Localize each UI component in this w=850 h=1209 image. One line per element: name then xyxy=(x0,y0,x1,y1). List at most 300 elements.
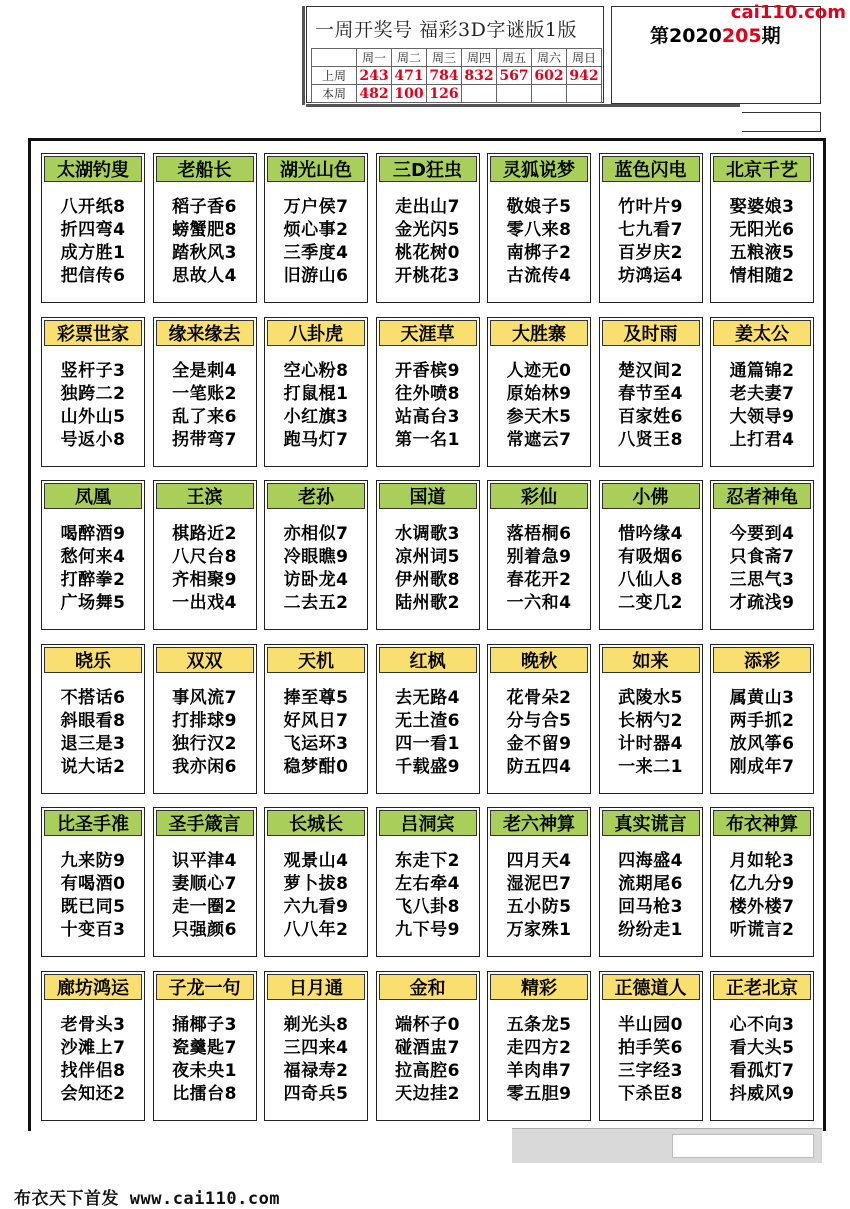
card-author-name: 吕洞宾 xyxy=(379,810,477,836)
weekday-label: 周六 xyxy=(532,49,567,67)
riddle-card xyxy=(599,480,703,630)
card-riddle-list xyxy=(600,196,702,288)
footer-credit xyxy=(14,1184,280,1209)
card-riddle-list xyxy=(265,1014,367,1106)
riddle-line: 四一看1 xyxy=(395,733,460,754)
riddle-line: 既已同5 xyxy=(60,897,126,917)
card-author-name: 蓝色闪电 xyxy=(602,156,700,182)
riddle-line: 分与合5 xyxy=(506,710,572,731)
riddle-line: 三思气3 xyxy=(729,570,795,590)
riddle-card xyxy=(41,807,145,957)
riddle-line: 识平津4 xyxy=(172,851,237,871)
card-author-name: 金和 xyxy=(379,974,477,1000)
card-author-name: 圣手箴言 xyxy=(156,810,254,836)
riddle-line: 喝醉酒9 xyxy=(60,524,126,544)
riddle-card xyxy=(710,971,814,1121)
riddle-card xyxy=(153,644,257,794)
card-author-name: 比圣手准 xyxy=(44,810,142,836)
riddle-line: 伊州歌8 xyxy=(395,570,460,590)
riddle-line: 大领导9 xyxy=(729,406,795,427)
riddle-line: 剃光头8 xyxy=(283,1014,349,1035)
card-riddle-list xyxy=(265,360,367,452)
card-riddle-list xyxy=(711,687,813,779)
riddle-line: 把信传6 xyxy=(60,266,126,286)
riddle-line: 二去五2 xyxy=(283,593,349,613)
riddle-line: 打鼠棍1 xyxy=(283,383,349,404)
card-riddle-list xyxy=(600,523,702,615)
card-author-name: 日月通 xyxy=(267,974,365,1000)
weekday-label: 周一 xyxy=(357,49,392,67)
riddle-line: 一来二1 xyxy=(618,756,683,777)
riddle-card xyxy=(41,480,145,630)
card-riddle-list xyxy=(42,850,144,942)
riddle-line: 娶婆娘3 xyxy=(729,197,795,217)
card-riddle-list xyxy=(377,687,479,779)
riddle-line: 三季度4 xyxy=(283,243,349,263)
card-author-name: 缘来缘去 xyxy=(156,320,254,346)
card-author-name: 灵狐说梦 xyxy=(490,156,588,182)
header-shadow-left xyxy=(302,6,305,105)
footer-url[interactable]: www.cai110.com xyxy=(129,1189,281,1209)
weekday-header-row xyxy=(312,49,602,67)
riddle-card xyxy=(710,317,814,467)
riddle-line: 退三是3 xyxy=(60,733,126,754)
riddle-line: 四月天4 xyxy=(506,851,572,871)
riddle-line: 打排球9 xyxy=(172,710,237,731)
riddle-line: 比擂台8 xyxy=(172,1083,237,1104)
card-author-name: 天机 xyxy=(267,647,365,673)
riddle-line: 凉州词5 xyxy=(395,547,460,567)
riddle-line: 上打君4 xyxy=(729,429,795,450)
card-riddle-list xyxy=(488,523,590,615)
riddle-line: 水调歌3 xyxy=(395,524,460,544)
card-riddle-list xyxy=(154,523,256,615)
card-author-name: 晚秋 xyxy=(490,647,588,673)
riddle-line: 好风日7 xyxy=(283,710,349,731)
riddle-line: 萝卜拔8 xyxy=(283,874,349,894)
riddle-line: 九下号9 xyxy=(395,920,460,940)
card-author-name: 凤凰 xyxy=(44,483,142,509)
card-riddle-list xyxy=(488,687,590,779)
riddle-card xyxy=(264,153,368,303)
card-riddle-list xyxy=(154,687,256,779)
card-author-name: 真实谎言 xyxy=(602,810,700,836)
riddle-line: 看孤灯7 xyxy=(729,1060,795,1081)
riddle-line: 斜眼看8 xyxy=(60,710,126,731)
card-author-name: 老孙 xyxy=(267,483,365,509)
corner-cell xyxy=(312,49,357,67)
riddle-line: 广场舞5 xyxy=(60,593,126,613)
riddle-line: 捅椰子3 xyxy=(172,1014,237,1035)
riddle-line: 七九看7 xyxy=(618,220,683,240)
riddle-line: 一笔账2 xyxy=(172,383,237,404)
riddle-line: 亿九分9 xyxy=(729,874,795,894)
riddle-line: 百家姓6 xyxy=(618,406,683,427)
riddle-line: 竖杆子3 xyxy=(60,360,126,381)
riddle-card xyxy=(376,807,480,957)
riddle-line: 四奇兵5 xyxy=(283,1083,349,1104)
riddle-line: 冷眼瞧9 xyxy=(283,547,349,567)
riddle-line: 湿泥巴7 xyxy=(506,874,572,894)
riddle-card xyxy=(487,480,591,630)
riddle-line: 愁何来4 xyxy=(60,547,126,567)
riddle-line: 旧游山6 xyxy=(283,266,349,286)
riddle-line: 无土渣6 xyxy=(395,710,460,731)
riddle-line: 成方胜1 xyxy=(60,243,126,263)
card-riddle-list xyxy=(600,687,702,779)
footer-slogan: 布衣天下首发 xyxy=(14,1189,119,1209)
riddle-card xyxy=(599,317,703,467)
riddle-line: 打醉拳2 xyxy=(60,570,126,590)
riddle-line: 十变百3 xyxy=(60,920,126,940)
riddle-line: 一六和4 xyxy=(506,593,572,613)
draw-number xyxy=(532,85,567,103)
card-author-name: 添彩 xyxy=(713,647,811,673)
card-author-name: 红枫 xyxy=(379,647,477,673)
riddle-line: 八开纸8 xyxy=(60,197,126,217)
card-riddle-list xyxy=(42,687,144,779)
card-author-name: 长城长 xyxy=(267,810,365,836)
header-shadow xyxy=(306,104,740,107)
card-author-name: 及时雨 xyxy=(602,320,700,346)
riddle-line: 走出山7 xyxy=(395,197,460,217)
card-riddle-list xyxy=(600,1014,702,1106)
weekly-draw-box xyxy=(306,6,604,103)
card-author-name: 廊坊鸿运 xyxy=(44,974,142,1000)
riddle-line: 访卧龙4 xyxy=(283,570,349,590)
card-author-name: 大胜寨 xyxy=(490,320,588,346)
riddle-line: 有吸烟6 xyxy=(618,547,683,567)
riddle-line: 东走下2 xyxy=(395,851,460,871)
weekday-label: 周四 xyxy=(462,49,497,67)
riddle-line: 螃蟹肥8 xyxy=(172,220,237,240)
draw-number: 567 xyxy=(497,67,532,85)
riddle-line: 防五四4 xyxy=(506,756,572,777)
riddle-line: 坊鸿运4 xyxy=(618,266,683,286)
riddle-line: 回马枪3 xyxy=(618,897,683,917)
riddle-line: 四海盛4 xyxy=(618,851,683,871)
card-riddle-list xyxy=(42,360,144,452)
riddle-line: 五粮液5 xyxy=(729,243,795,263)
card-author-name: 老船长 xyxy=(156,156,254,182)
riddle-line: 金光闪5 xyxy=(395,220,460,240)
draw-number: 482 xyxy=(357,85,392,103)
card-riddle-list xyxy=(711,850,813,942)
draw-number xyxy=(462,85,497,103)
riddle-line: 小红旗3 xyxy=(283,406,349,427)
card-riddle-list xyxy=(711,1014,813,1106)
riddle-line: 惜吟缘4 xyxy=(618,524,683,544)
riddle-line: 亦相似7 xyxy=(283,524,349,544)
riddle-line: 别着急9 xyxy=(506,547,572,567)
riddle-line: 人迹无0 xyxy=(506,360,572,381)
riddle-line: 二变几2 xyxy=(618,593,683,613)
riddle-line: 抖威风9 xyxy=(729,1083,795,1104)
card-author-name: 精彩 xyxy=(490,974,588,1000)
riddle-line: 空心粉8 xyxy=(283,360,349,381)
riddle-line: 一出戏4 xyxy=(172,593,237,613)
riddle-line: 乱了来6 xyxy=(172,406,237,427)
riddle-line: 全是刺4 xyxy=(172,360,237,381)
riddle-line: 八八年2 xyxy=(283,920,349,940)
riddle-line: 往外喷8 xyxy=(395,383,460,404)
card-riddle-list xyxy=(377,1014,479,1106)
card-riddle-list xyxy=(265,196,367,288)
riddle-line: 放风筝6 xyxy=(729,733,795,754)
draw-number: 126 xyxy=(427,85,462,103)
card-riddle-list xyxy=(488,196,590,288)
riddle-line: 参天木5 xyxy=(506,406,572,427)
card-author-name: 王滨 xyxy=(156,483,254,509)
riddle-line: 南梆子2 xyxy=(506,243,572,263)
riddle-line: 千载盛9 xyxy=(395,756,460,777)
riddle-line: 楚汉间2 xyxy=(618,360,683,381)
riddle-line: 八仙人8 xyxy=(618,570,683,590)
riddle-line: 说大话2 xyxy=(60,756,126,777)
riddle-card xyxy=(710,153,814,303)
weekday-label: 周三 xyxy=(427,49,462,67)
riddle-card xyxy=(153,480,257,630)
riddle-line: 只食斋7 xyxy=(729,547,795,567)
riddle-line: 听谎言2 xyxy=(729,920,795,940)
riddle-line: 花骨朵2 xyxy=(506,687,572,708)
riddle-card xyxy=(264,971,368,1121)
card-author-name: 布衣神算 xyxy=(713,810,811,836)
riddle-card xyxy=(599,971,703,1121)
riddle-line: 天边挂2 xyxy=(395,1083,460,1104)
riddle-line: 零八来8 xyxy=(506,220,572,240)
card-riddle-list xyxy=(711,360,813,452)
card-riddle-list xyxy=(488,360,590,452)
riddle-line: 找伴侣8 xyxy=(60,1060,126,1081)
row-label: 本周 xyxy=(312,85,357,103)
draw-number xyxy=(497,85,532,103)
riddle-line: 属黄山3 xyxy=(729,687,795,708)
weekly-draw-title: 一周开奖号 福彩3D字谜版1版 xyxy=(315,19,577,41)
card-riddle-list xyxy=(377,196,479,288)
card-author-name: 北京千艺 xyxy=(713,156,811,182)
draw-number: 942 xyxy=(567,67,602,85)
card-riddle-list xyxy=(488,1014,590,1106)
riddle-line: 八贤王8 xyxy=(618,429,683,450)
riddle-line: 稻子香6 xyxy=(172,197,237,217)
draw-number xyxy=(567,85,602,103)
weekday-label: 周二 xyxy=(392,49,427,67)
riddle-card xyxy=(710,644,814,794)
riddle-line: 九来防9 xyxy=(60,851,126,871)
riddle-line: 开香槟9 xyxy=(395,360,460,381)
riddle-card xyxy=(376,971,480,1121)
riddle-line: 独行汉2 xyxy=(172,733,237,754)
riddle-line: 第一名1 xyxy=(395,429,460,450)
riddle-card xyxy=(599,807,703,957)
riddle-line: 竹叶片9 xyxy=(618,197,683,217)
card-riddle-list xyxy=(600,360,702,452)
riddle-card xyxy=(376,644,480,794)
riddle-card xyxy=(264,480,368,630)
riddle-line: 流期尾6 xyxy=(618,874,683,894)
riddle-line: 长柄勺2 xyxy=(618,710,683,731)
riddle-line: 端杯子0 xyxy=(395,1014,460,1035)
riddle-line: 夜未央1 xyxy=(172,1060,237,1081)
draw-number: 471 xyxy=(392,67,427,85)
riddle-card xyxy=(376,480,480,630)
riddle-card xyxy=(41,644,145,794)
card-author-name: 太湖钓叟 xyxy=(44,156,142,182)
riddle-line: 常遮云7 xyxy=(506,429,572,450)
riddle-line: 拐带弯7 xyxy=(172,429,237,450)
riddle-line: 心不向3 xyxy=(729,1014,795,1035)
riddle-line: 敬娘子5 xyxy=(506,197,572,217)
riddle-line: 走一圈2 xyxy=(172,897,237,917)
riddle-line: 武陵水5 xyxy=(618,687,683,708)
card-author-name: 双双 xyxy=(156,647,254,673)
card-author-name: 天涯草 xyxy=(379,320,477,346)
riddle-line: 八尺台8 xyxy=(172,547,237,567)
card-riddle-list xyxy=(600,850,702,942)
riddle-line: 三四来4 xyxy=(283,1037,349,1058)
riddle-line: 妻顺心7 xyxy=(172,874,237,894)
riddle-line: 半山园0 xyxy=(618,1014,683,1035)
draw-number: 100 xyxy=(392,85,427,103)
card-riddle-list xyxy=(711,523,813,615)
riddle-line: 月如轮3 xyxy=(729,851,795,871)
card-riddle-list xyxy=(377,360,479,452)
riddle-card xyxy=(487,153,591,303)
riddle-line: 站高台3 xyxy=(395,406,460,427)
riddle-line: 五条龙5 xyxy=(506,1014,572,1035)
riddle-line: 落梧桐6 xyxy=(506,524,572,544)
riddle-line: 三字经3 xyxy=(618,1060,683,1081)
card-author-name: 小佛 xyxy=(602,483,700,509)
riddle-card xyxy=(599,644,703,794)
riddle-line: 福禄寿2 xyxy=(283,1060,349,1081)
riddle-line: 计时器4 xyxy=(618,733,683,754)
riddle-card xyxy=(487,317,591,467)
riddle-card xyxy=(153,153,257,303)
card-author-name: 子龙一句 xyxy=(156,974,254,1000)
riddle-card xyxy=(599,153,703,303)
riddle-line: 才疏浅9 xyxy=(729,593,795,613)
riddle-line: 羊肉串7 xyxy=(506,1060,572,1081)
riddle-line: 通篇锦2 xyxy=(729,360,795,381)
last-week-row xyxy=(312,67,602,85)
card-riddle-list xyxy=(265,687,367,779)
riddle-line: 春节至4 xyxy=(618,383,683,404)
riddle-line: 思故人4 xyxy=(172,266,237,286)
riddle-line: 碰酒盅7 xyxy=(395,1037,460,1058)
riddle-card xyxy=(710,807,814,957)
riddle-line: 五小防5 xyxy=(506,897,572,917)
riddle-grid-frame xyxy=(28,138,826,1131)
footer-blank-box xyxy=(672,1134,814,1158)
riddle-card xyxy=(487,971,591,1121)
riddle-line: 飞八卦8 xyxy=(395,897,460,917)
card-author-name: 国道 xyxy=(379,483,477,509)
riddle-line: 陆州歌2 xyxy=(395,593,460,613)
riddle-line: 纷纷走1 xyxy=(618,920,683,940)
riddle-line: 左右牵4 xyxy=(395,874,460,894)
riddle-line: 万家殊1 xyxy=(506,920,572,940)
riddle-line: 棋路近2 xyxy=(172,524,237,544)
riddle-line: 下杀臣8 xyxy=(618,1083,683,1104)
riddle-line: 万户侯7 xyxy=(283,197,349,217)
card-riddle-list xyxy=(377,850,479,942)
card-riddle-list xyxy=(154,1014,256,1106)
riddle-card xyxy=(264,317,368,467)
card-riddle-list xyxy=(42,523,144,615)
riddle-card xyxy=(153,317,257,467)
riddle-line: 春花开2 xyxy=(506,570,572,590)
riddle-line: 桃花树0 xyxy=(395,243,460,263)
riddle-line: 稳梦酣0 xyxy=(283,756,349,777)
riddle-line: 会知还2 xyxy=(60,1083,126,1104)
riddle-card xyxy=(264,644,368,794)
riddle-line: 只强颜6 xyxy=(172,920,237,940)
issue-number: 第2020205期 xyxy=(650,25,781,47)
card-author-name: 湖光山色 xyxy=(267,156,365,182)
riddle-line: 看大头5 xyxy=(729,1037,795,1058)
riddle-line: 去无路4 xyxy=(395,687,460,708)
riddle-line: 今要到4 xyxy=(729,524,795,544)
riddle-line: 山外山5 xyxy=(60,406,126,427)
riddle-line: 两手抓2 xyxy=(729,710,795,731)
riddle-line: 老骨头3 xyxy=(60,1014,126,1035)
riddle-line: 走四方2 xyxy=(506,1037,572,1058)
card-riddle-list xyxy=(711,196,813,288)
card-riddle-list xyxy=(265,523,367,615)
riddle-card xyxy=(487,644,591,794)
riddle-card xyxy=(41,971,145,1121)
riddle-card xyxy=(153,807,257,957)
riddle-line: 六九看9 xyxy=(283,897,349,917)
riddle-line: 观景山4 xyxy=(283,851,349,871)
riddle-line: 零五胆9 xyxy=(506,1083,572,1104)
card-author-name: 彩仙 xyxy=(490,483,588,509)
riddle-line: 烦心事2 xyxy=(283,220,349,240)
riddle-line: 踏秋风3 xyxy=(172,243,237,263)
weekly-draw-table xyxy=(311,48,602,103)
riddle-line: 独跨二2 xyxy=(60,383,126,404)
card-author-name: 八卦虎 xyxy=(267,320,365,346)
riddle-line: 跑马灯7 xyxy=(283,429,349,450)
site-logo-text[interactable]: cai110.com xyxy=(730,2,846,23)
card-riddle-list xyxy=(42,1014,144,1106)
riddle-card xyxy=(41,317,145,467)
riddle-line: 开桃花3 xyxy=(395,266,460,286)
card-author-name: 三D狂虫 xyxy=(379,156,477,182)
card-riddle-list xyxy=(154,196,256,288)
row-label: 上周 xyxy=(312,67,357,85)
riddle-line: 折四弯4 xyxy=(60,220,126,240)
riddle-line: 原始林9 xyxy=(506,383,572,404)
riddle-card xyxy=(487,807,591,957)
card-riddle-list xyxy=(154,360,256,452)
riddle-line: 情相随2 xyxy=(729,266,795,286)
draw-number: 832 xyxy=(462,67,497,85)
draw-number: 243 xyxy=(357,67,392,85)
draw-number: 784 xyxy=(427,67,462,85)
riddle-line: 百岁庆2 xyxy=(618,243,683,263)
card-author-name: 姜太公 xyxy=(713,320,811,346)
riddle-line: 飞运环3 xyxy=(283,733,349,754)
card-author-name: 彩票世家 xyxy=(44,320,142,346)
card-author-name: 老六神算 xyxy=(490,810,588,836)
card-author-name: 正德道人 xyxy=(602,974,700,1000)
riddle-line: 有喝酒0 xyxy=(60,874,126,894)
riddle-line: 拉高腔6 xyxy=(395,1060,460,1081)
riddle-card xyxy=(153,971,257,1121)
